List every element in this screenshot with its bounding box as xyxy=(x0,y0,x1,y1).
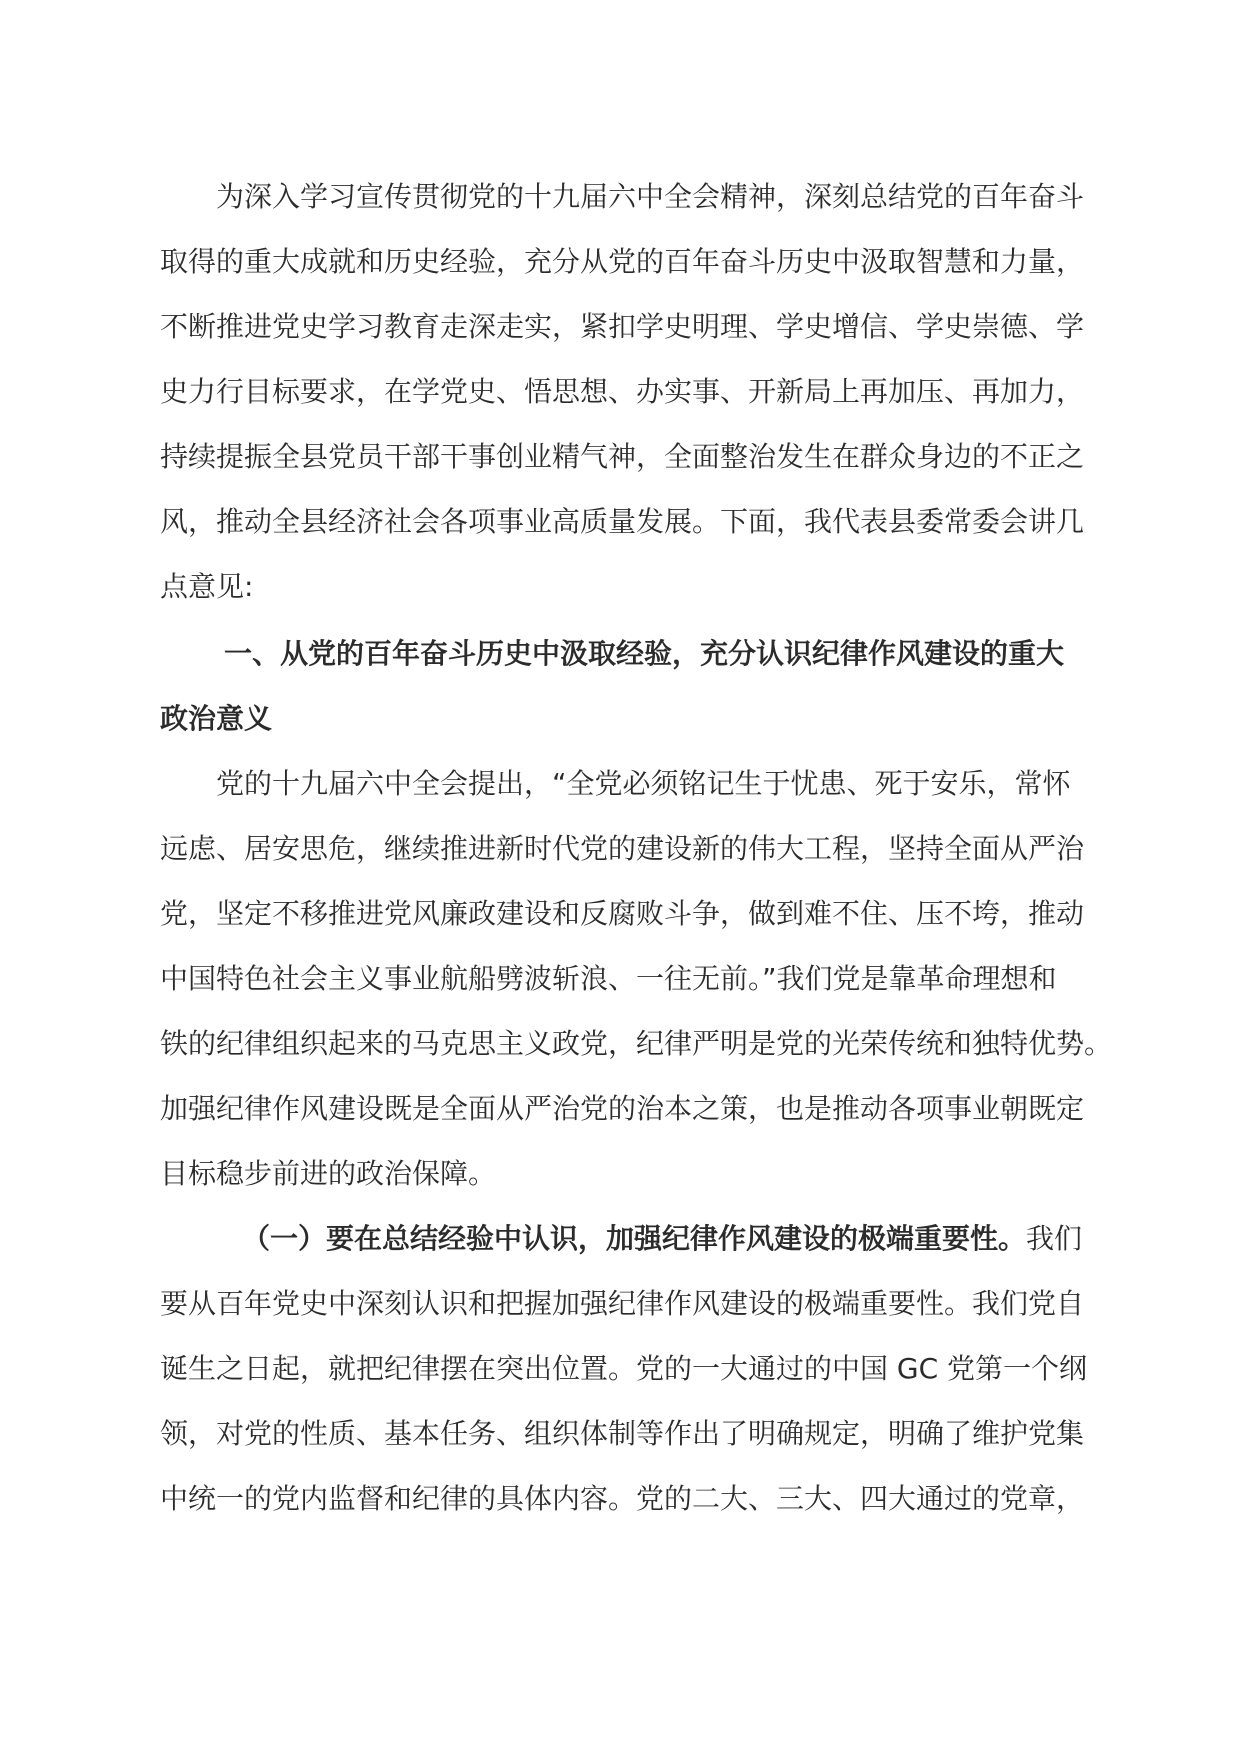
text-line: 持续提振全县党员干部干事创业精气神，全面整治发生在群众身边的不正之 xyxy=(160,440,1085,473)
paragraph-section-1 xyxy=(160,751,1113,1206)
text-line: 党，坚定不移推进党风廉政建设和反腐败斗争，做到难不住、压不垮，推动 xyxy=(160,897,1085,930)
text-line: 不断推进党史学习教育走深走实，紧扣学史明理、学史增信、学史崇德、学 xyxy=(160,310,1085,343)
text-line: 要从百年党史中深刻认识和把握加强纪律作风建设的极端重要性。我们党自 xyxy=(160,1287,1085,1320)
heading-line: 政治意义 xyxy=(160,702,273,735)
text-line: 加强纪律作风建设既是全面从严治党的治本之策，也是推动各项事业朝既定 xyxy=(160,1092,1085,1125)
text-line: 目标稳步前进的政治保障。 xyxy=(160,1157,497,1190)
text-line: 风，推动全县经济社会各项事业高质量发展。下面，我代表县委常委会讲几 xyxy=(160,505,1085,538)
text-line: 中统一的党内监督和纪律的具体内容。党的二大、三大、四大通过的党章， xyxy=(160,1482,1085,1515)
subheading-line xyxy=(160,1206,1090,1271)
paragraph-intro xyxy=(160,164,1090,619)
sub-heading: （一）要在总结经验中认识，加强纪律作风建设的极端重要性。 xyxy=(242,1222,1027,1255)
text-line: 领，对党的性质、基本任务、组织体制等作出了明确规定，明确了维护党集 xyxy=(160,1417,1085,1450)
text-line: 诞生之日起，就把纪律摆在突出位置。党的一大通过的中国 GC 党第一个纲 xyxy=(160,1352,1088,1385)
text-line: 点意见: xyxy=(160,570,254,603)
text-line: 取得的重大成就和历史经验，充分从党的百年奋斗历史中汲取智慧和力量， xyxy=(160,245,1085,278)
text-line: 铁的纪律组织起来的马克思主义政党，纪律严明是党的光荣传统和独特优势。 xyxy=(160,1027,1113,1060)
text-line: 党的十九届六中全会提出，“全党必须铭记生于忧患、死于安乐，常怀 xyxy=(216,767,1071,800)
sub-heading-trailing-text: 我们 xyxy=(1026,1222,1083,1255)
text-line: 远虑、居安思危，继续推进新时代党的建设新的伟大工程，坚持全面从严治 xyxy=(160,832,1085,865)
text-line: 为深入学习宣传贯彻党的十九届六中全会精神，深刻总结党的百年奋斗 xyxy=(216,180,1085,213)
heading-line: 一、从党的百年奋斗历史中汲取经验，充分认识纪律作风建设的重大 xyxy=(224,637,1065,670)
text-line: 史力行目标要求，在学党史、悟思想、办实事、开新局上再加压、再加力， xyxy=(160,375,1085,408)
text-line: 中国特色社会主义事业航船劈波斩浪、一往无前。”我们党是靠革命理想和 xyxy=(160,962,1057,995)
paragraph-subsection-1 xyxy=(160,1206,1090,1531)
section-heading-1 xyxy=(160,621,1090,751)
document-page xyxy=(160,164,1113,1531)
